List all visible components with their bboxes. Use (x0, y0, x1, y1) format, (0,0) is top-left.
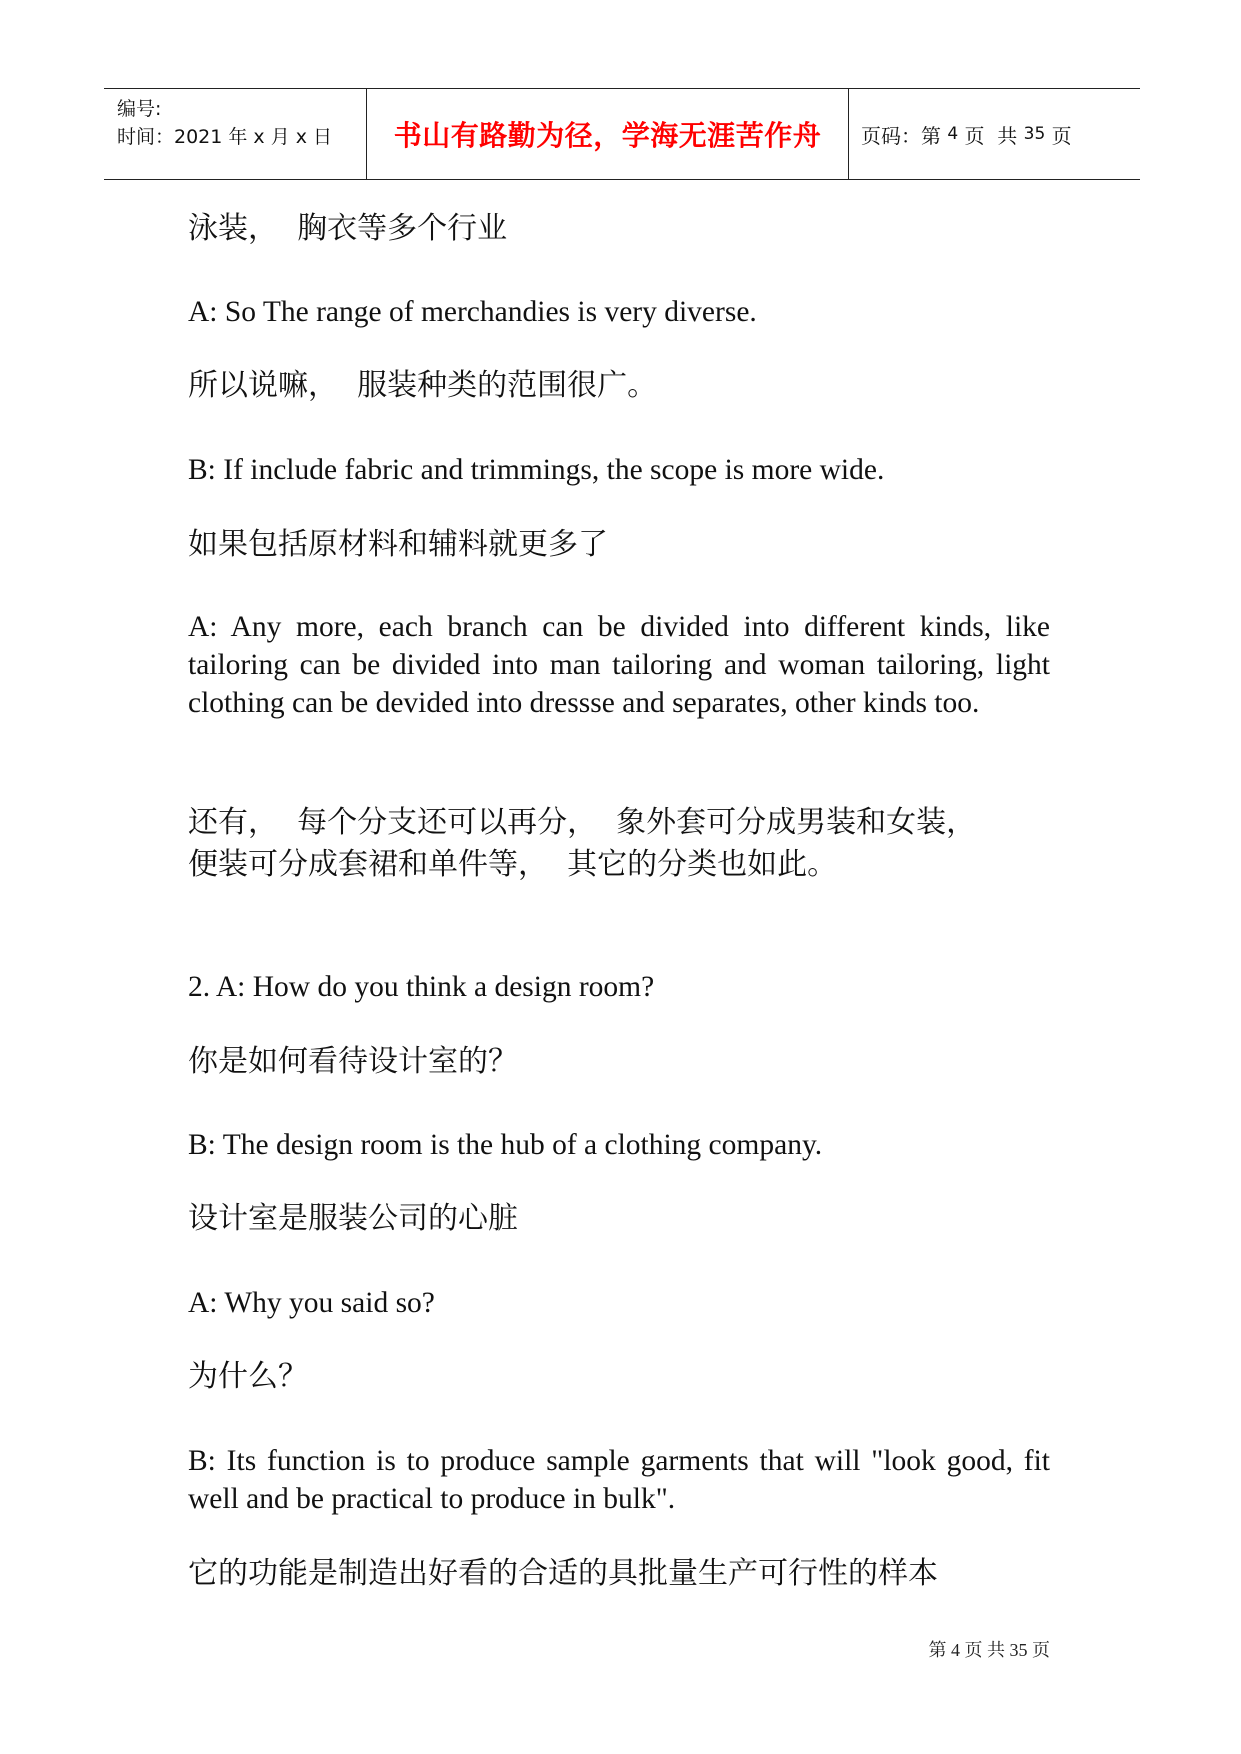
page-header (104, 88, 1140, 180)
paragraph-en: A: So The range of merchandies is very diverse. (188, 296, 757, 328)
paragraph-zh: 所以说嘛， 服装种类的范围很广。 (188, 368, 658, 403)
paragraph-zh: 设计室是服装公司的心脏 (188, 1201, 518, 1236)
header-page-info (849, 89, 1140, 179)
paragraph-en: A: Why you said so? (188, 1287, 435, 1319)
page-footer: 第 4 页 共 35 页 (928, 1640, 1050, 1660)
page-number: 4 (947, 124, 959, 144)
paragraph-zh: 它的功能是制造出好看的合适的具批量生产可行性的样本 (188, 1556, 938, 1591)
header-time-label: 时间：2021 年 x 月 x 日 (117, 126, 333, 148)
paragraph-en: 2. A: How do you think a design room? (188, 971, 655, 1003)
paragraph-zh: 便装可分成套裙和单件等， 其它的分类也如此。 (188, 847, 838, 882)
paragraph-zh: 还有， 每个分支还可以再分， 象外套可分成男装和女装， (188, 805, 977, 840)
page-middle: 页 共 (958, 123, 1024, 148)
paragraph-en: B: Its function is to produce sample garments that will "look good, fit well and be practical to produce in bulk". (188, 1445, 1050, 1515)
page-total: 35 (1023, 124, 1046, 144)
paragraph-en: B: The design room is the hub of a clothing company. (188, 1129, 823, 1161)
paragraph-zh: 为什么？ (188, 1359, 308, 1394)
header-meta (104, 89, 367, 179)
paragraph-zh: 泳装， 胸衣等多个行业 (188, 211, 508, 246)
page-suffix: 页 (1045, 123, 1072, 148)
paragraph-zh: 如果包括原材料和辅料就更多了 (188, 527, 608, 562)
header-number-label: 编号: (117, 98, 162, 120)
paragraph-zh: 你是如何看待设计室的？ (188, 1044, 518, 1079)
header-motto: 书山有路勤为径，学海无涯苦作舟 (367, 89, 849, 179)
paragraph-en: A: Any more, each branch can be divided into different kinds, like tailoring can be divided into man tailoring and woman tailoring, light clothing can be devided into dressse and separates, other kinds too. (188, 611, 1050, 719)
paragraph-en: B: If include fabric and trimmings, the scope is more wide. (188, 454, 885, 486)
page-prefix: 页码：第 (861, 123, 948, 148)
